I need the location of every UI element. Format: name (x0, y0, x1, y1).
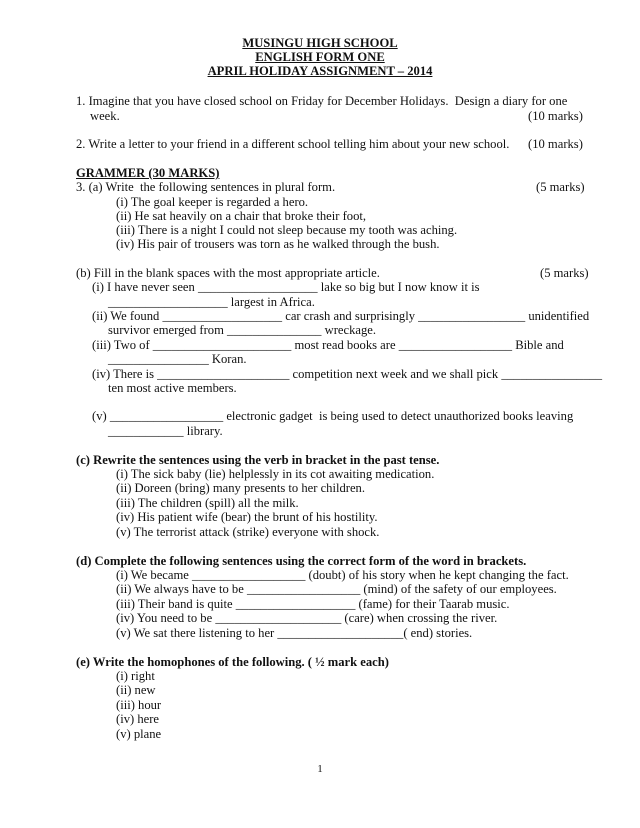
q1-line2: week. (90, 109, 120, 123)
q3e-item: (v) plane (116, 727, 162, 741)
q2-marks: (10 marks) (528, 137, 583, 151)
q3a-item: (i) The goal keeper is regarded a hero. (116, 195, 309, 209)
q1-line1: 1. Imagine that you have closed school on Friday for December Holidays. Design a diary for one (76, 94, 568, 108)
q3b-instruction: (b) Fill in the blank spaces with the most appropriate article. (76, 266, 380, 280)
q3b-marks: (5 marks) (540, 266, 589, 280)
school-name: MUSINGU HIGH SCHOOL (242, 36, 398, 50)
assignment-title: APRIL HOLIDAY ASSIGNMENT – 2014 (207, 64, 433, 78)
q3b-line: survivor emerged from _______________ wreckage. (108, 323, 377, 337)
q3e-item: (ii) new (116, 683, 156, 697)
q3b-line: (iv) There is _____________________ competition next week and we shall pick ________________ (92, 367, 603, 381)
q3b-line: (ii) We found ___________________ car crash and surprisingly _________________ unidentified (92, 309, 590, 323)
q3d-item: (v) We sat there listening to her ____________________( end) stories. (116, 626, 473, 640)
q3a-item: (ii) He sat heavily on a chair that broke their foot, (116, 209, 367, 223)
q3b-line: (iii) Two of ______________________ most read books are __________________ Bible and (92, 338, 564, 352)
q1-marks: (10 marks) (528, 109, 583, 123)
q3c-item: (iii) The children (spill) all the milk. (116, 496, 299, 510)
q3e-item: (iii) hour (116, 698, 162, 712)
subject-title: ENGLISH FORM ONE (255, 50, 385, 64)
q3b-line: (i) I have never seen ___________________ lake so big but I now know it is (92, 280, 480, 294)
q3e-instruction: (e) Write the homophones of the following. ( ½ mark each) (76, 655, 389, 669)
q3a-item: (iv) His pair of trousers was torn as he walked through the bush. (116, 237, 440, 251)
q3b-line: ____________ library. (108, 424, 223, 438)
q3d-instruction: (d) Complete the following sentences using the correct form of the word in brackets. (76, 554, 527, 568)
q3c-item: (ii) Doreen (bring) many presents to her children. (116, 481, 365, 495)
q3d-item: (iv) You need to be ____________________ (care) when crossing the river. (116, 611, 498, 625)
q3b-line: (v) __________________ electronic gadget is being used to detect unauthorized books leaving (92, 409, 574, 423)
q3a-instruction: 3. (a) Write the following sentences in plural form. (76, 180, 336, 194)
q3c-item: (v) The terrorist attack (strike) everyone with shock. (116, 525, 380, 539)
q3a-marks: (5 marks) (536, 180, 585, 194)
q3b-line: ten most active members. (108, 381, 237, 395)
q3b-line: ________________ Koran. (108, 352, 247, 366)
q3d-item: (i) We became __________________ (doubt) of his story when he kept changing the fact. (116, 568, 569, 582)
q3e-item: (i) right (116, 669, 155, 683)
q3c-item: (i) The sick baby (lie) helplessly in its cot awaiting medication. (116, 467, 435, 481)
page-number: 1 (317, 763, 323, 775)
grammar-heading: GRAMMER (30 MARKS) (76, 166, 220, 180)
q3c-item: (iv) His patient wife (bear) the brunt of his hostility. (116, 510, 378, 524)
q3d-item: (ii) We always have to be __________________ (mind) of the safety of our employees. (116, 582, 557, 596)
q3e-item: (iv) here (116, 712, 160, 726)
q3b-line: ___________________ largest in Africa. (108, 295, 315, 309)
q3c-instruction: (c) Rewrite the sentences using the verb in bracket in the past tense. (76, 453, 440, 467)
q3a-item: (iii) There is a night I could not sleep because my tooth was aching. (116, 223, 458, 237)
q3d-item: (iii) Their band is quite ___________________ (fame) for their Taarab music. (116, 597, 510, 611)
q2-text: 2. Write a letter to your friend in a different school telling him about your new school. (76, 137, 510, 151)
